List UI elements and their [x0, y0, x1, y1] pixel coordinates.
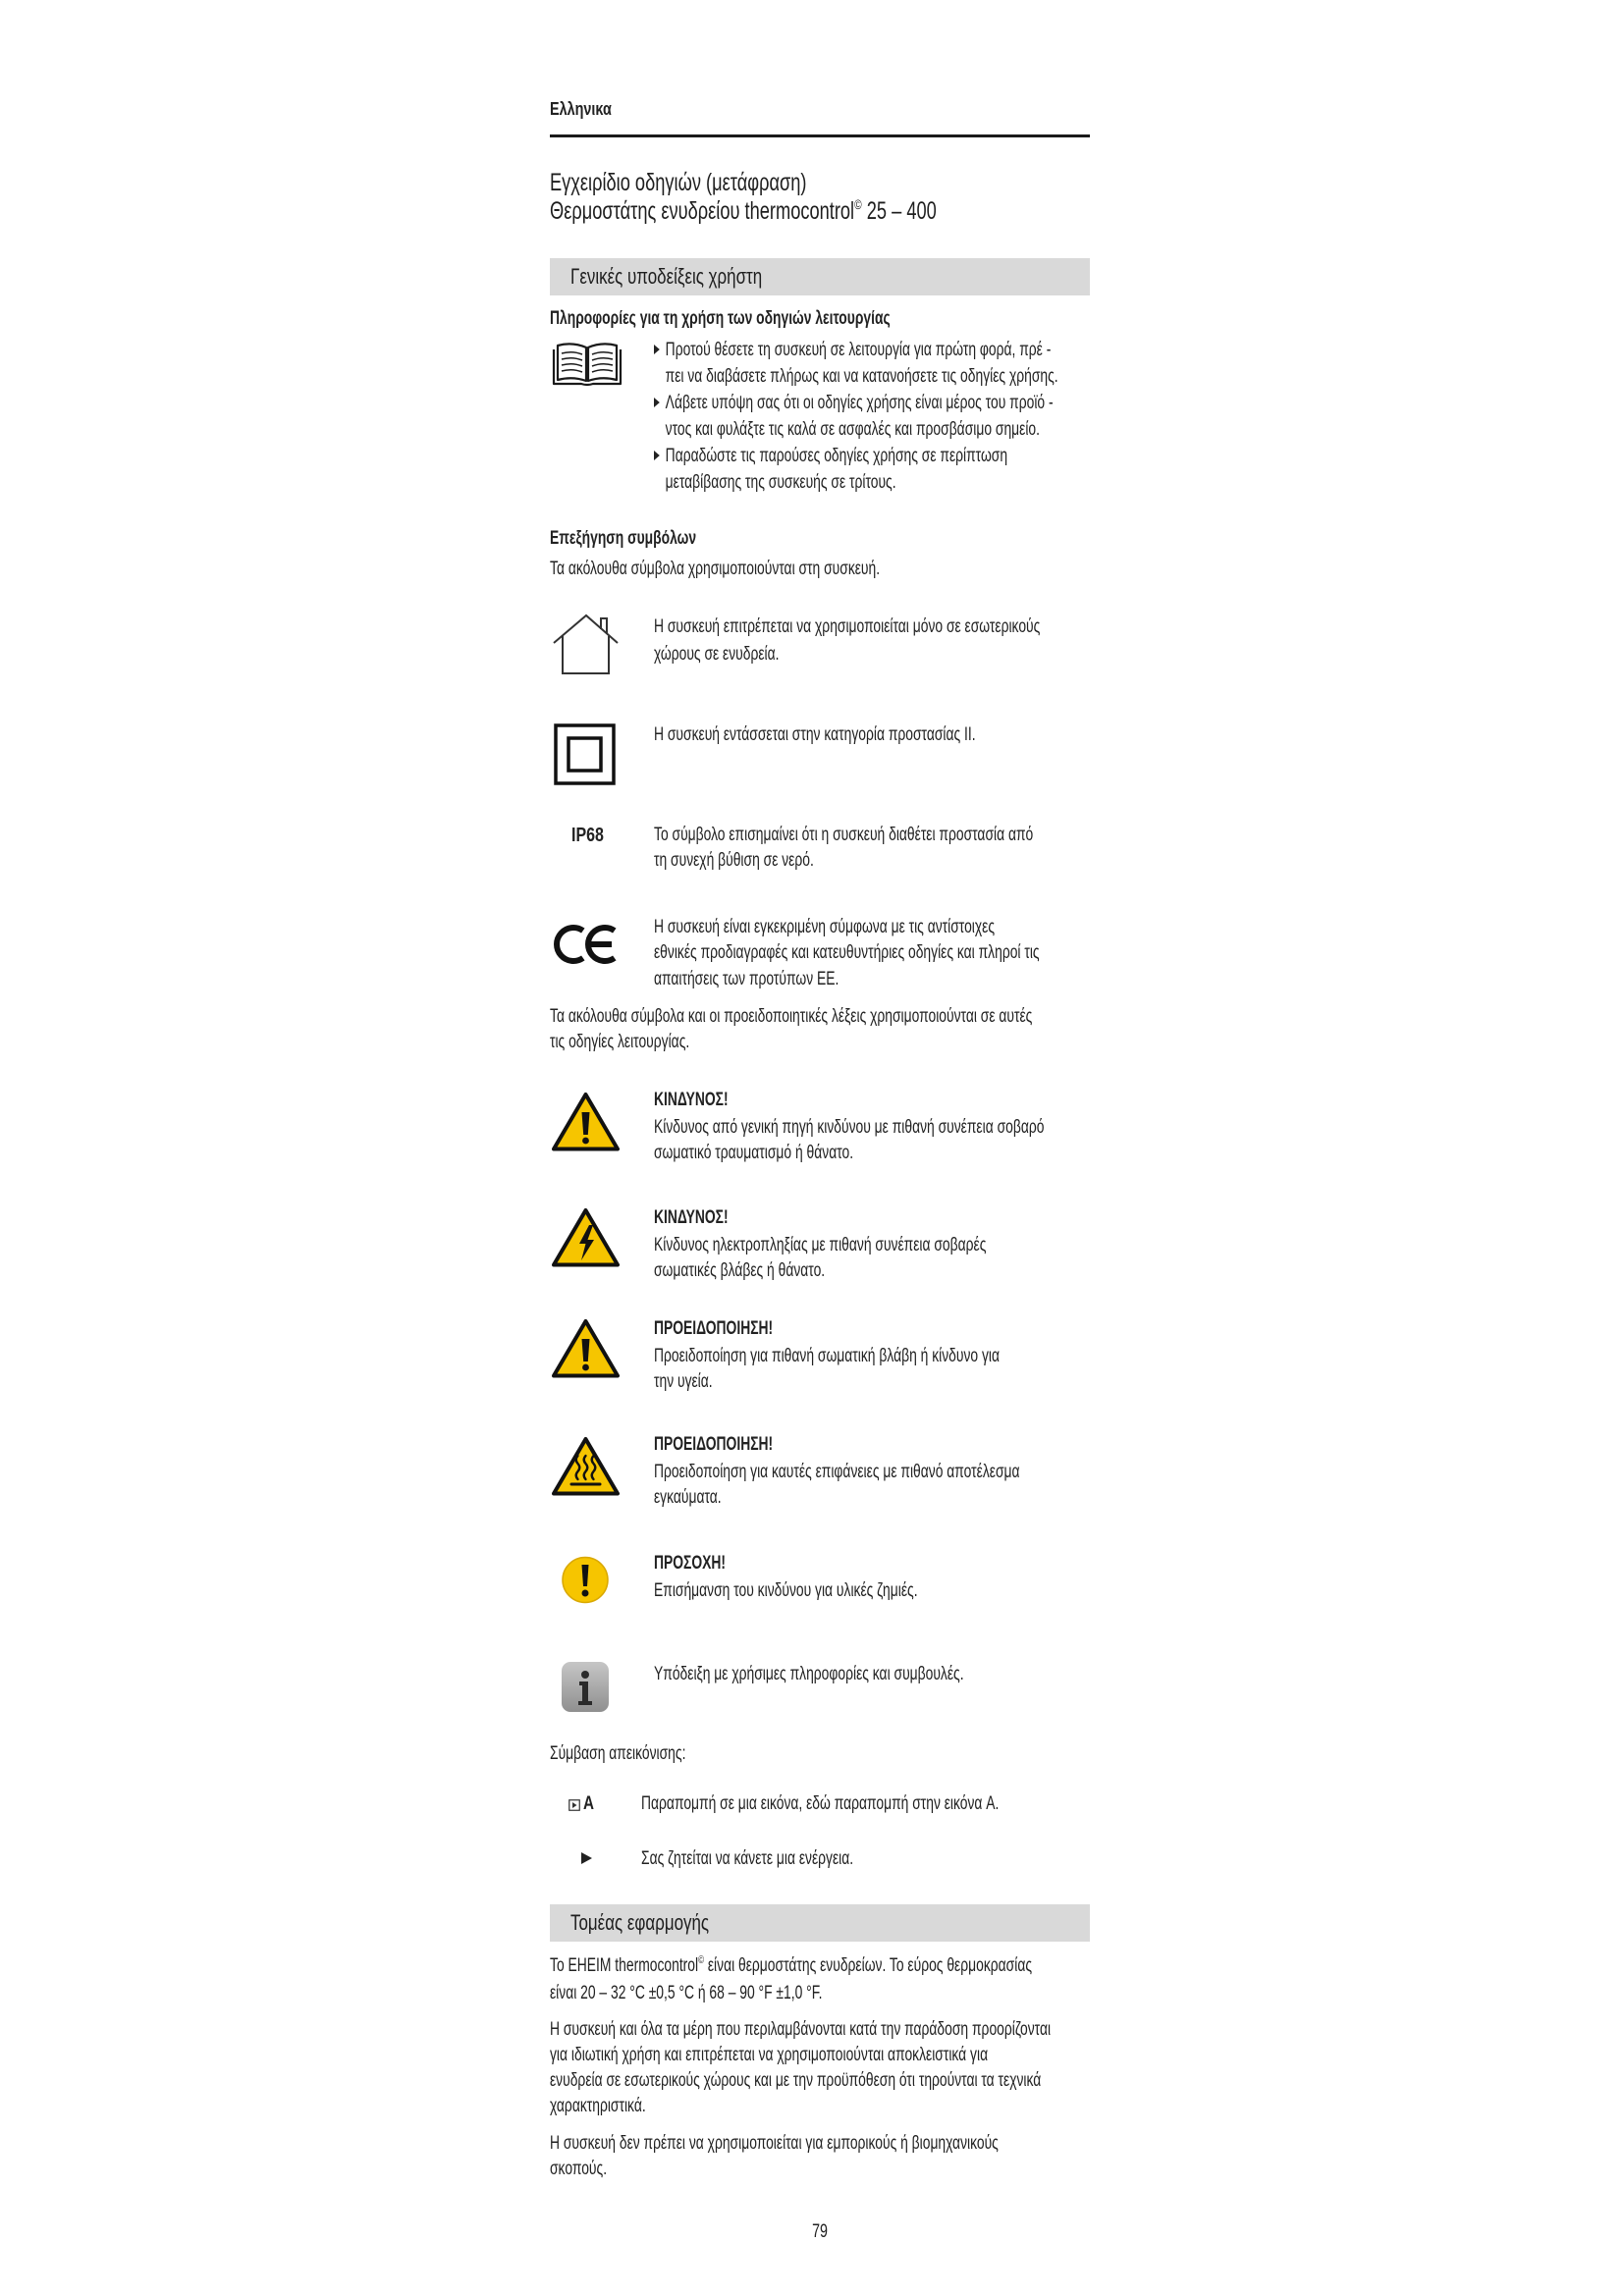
action-arrow-icon	[581, 1852, 592, 1864]
copyright-mark: ©	[854, 195, 862, 212]
section-heading-application: Τομέας εφαρμογής	[570, 1910, 710, 1935]
description-line: Η συσκευή επιτρέπεται να χρησιμοποιείται μόνο σε εσωτερικούς	[654, 616, 1041, 637]
bullet-arrow-icon	[654, 398, 660, 407]
bullet-arrow-icon	[654, 345, 660, 354]
warning-line: Κίνδυνος ηλεκτροπληξίας με πιθανή συνέπεια σοβαρές	[654, 1235, 987, 1255]
ip68-label: IP68	[571, 825, 604, 846]
section-heading-general: Γενικές υποδείξεις χρήστη	[570, 264, 763, 289]
warning-line: σωματικό τραυματισμό ή θάνατο.	[654, 1143, 854, 1163]
info-line: Υπόδειξη με χρήσιμες πληροφορίες και συμβουλές.	[654, 1663, 964, 1684]
warning-text	[654, 1549, 918, 1604]
paragraph-line: ενυδρεία σε εσωτερικούς χώρους και με την προϋπόθεση ότι τηρούνται τα τεχνικά	[550, 2070, 1042, 2091]
description-line: Το σύμβολο επισημαίνει ότι η συσκευή διαθέτει προστασία από	[654, 825, 1034, 845]
title-line-2	[550, 197, 937, 229]
info-icon	[561, 1661, 610, 1713]
hot-surface-warning-icon	[551, 1436, 621, 1497]
paragraph-line: είναι 20 – 32 °C ±0,5 °C ή 68 – 90 °F ±1,0 °F.	[550, 1983, 823, 2003]
signal-word: ΚΙΝΔΥΝΟΣ!	[654, 1090, 729, 1110]
signal-word: ΚΙΝΔΥΝΟΣ!	[654, 1207, 729, 1228]
paragraph-line: χαρακτηριστικά.	[550, 2096, 646, 2116]
copyright-mark: ©	[698, 1954, 705, 1966]
instructions-bullet-list	[654, 337, 1058, 496]
bullet-line: Λάβετε υπόψη σας ότι οι οδηγίες χρήσης είναι μέρος του προϊό -	[665, 393, 1054, 413]
bullet-line: πει να διαβάσετε πλήρως και να κατανοήσετε τις οδηγίες χρήσης.	[665, 366, 1058, 387]
warning-text	[654, 1203, 986, 1284]
general-danger-icon	[551, 1092, 621, 1152]
warning-line: εγκαύματα.	[654, 1487, 722, 1509]
convention-text: Παραπομπή σε μια εικόνα, εδώ παραπομπή στην εικόνα A.	[641, 1793, 1000, 1814]
signal-word: ΠΡΟΣΟΧΗ!	[654, 1552, 727, 1574]
caution-icon	[561, 1555, 610, 1605]
warning-text	[654, 1314, 1000, 1395]
bullet-item	[654, 390, 1058, 443]
bullet-arrow-icon	[654, 451, 660, 460]
convention-text: Σας ζητείται να κάνετε μια ενέργεια.	[641, 1847, 854, 1869]
application-paragraph	[550, 2131, 999, 2181]
bullet-line: Παραδώστε τις παρούσες οδηγίες χρήσης σε περίπτωση	[665, 446, 1008, 466]
paragraph-text: Το EHEIM thermocontrol	[550, 1955, 699, 1976]
protection-class-ii-icon	[554, 723, 616, 785]
info-text	[654, 1662, 964, 1687]
intro-line: τις οδηγίες λειτουργίας.	[550, 1032, 690, 1052]
paragraph-line	[550, 1953, 1032, 1981]
warning-line: σωματικές βλάβες ή θάνατο.	[654, 1260, 826, 1281]
title-line-2-text: Θερμοστάτης ενυδρείου thermocontrol	[550, 196, 855, 225]
signal-word: ΠΡΟΕΙΔΟΠΟΙΗΣΗ!	[654, 1434, 774, 1456]
paragraph-line: Η συσκευή δεν πρέπει να χρησιμοποιείται για εμπορικούς ή βιομηχανικούς	[550, 2133, 999, 2154]
paragraph-line: για ιδιωτική χρήση και επιτρέπεται να χρησιμοποιούνται αποκλειστικά για	[550, 2045, 989, 2065]
warnings-intro	[550, 1004, 1032, 1055]
description-line: τη συνεχή βύθιση σε νερό.	[654, 850, 814, 871]
instructions-heading: Πληροφορίες για τη χρήση των οδηγιών λειτουργίας	[550, 308, 891, 329]
symbol-description	[654, 722, 976, 748]
page-number: 79	[812, 2221, 828, 2242]
bullet-line: Προτού θέσετε τη συσκευή σε λειτουργία για πρώτη φορά, πρέ -	[665, 340, 1052, 360]
description-line: Η συσκευή είναι εγκεκριμένη σύμφωνα με τις αντίστοιχες	[654, 916, 996, 937]
application-paragraph	[550, 1953, 1032, 2006]
warning-line: Προειδοποίηση για πιθανή σωματική βλάβη ή κίνδυνο για	[654, 1345, 1001, 1366]
warning-text	[654, 1086, 1044, 1166]
signal-word: ΠΡΟΕΙΔΟΠΟΙΗΣΗ!	[654, 1317, 774, 1339]
title-line-2-range: 25 – 400	[861, 196, 937, 225]
warning-line: Κίνδυνος από γενική πηγή κινδύνου με πιθανή συνέπεια σοβαρό	[654, 1117, 1045, 1138]
book-icon	[551, 341, 623, 387]
electric-shock-danger-icon	[551, 1207, 621, 1268]
document-title	[550, 169, 937, 228]
ce-mark-icon	[551, 920, 621, 969]
warning-line: Προειδοποίηση για καυτές επιφάνειες με πιθανό αποτέλεσμα	[654, 1462, 1020, 1483]
description-line: Η συσκευή εντάσσεται στην κατηγορία προστασίας II.	[654, 724, 976, 745]
warning-line: Επισήμανση του κινδύνου για υλικές ζημιές.	[654, 1579, 918, 1601]
figure-marker: A	[583, 1793, 594, 1814]
bullet-item	[654, 443, 1058, 496]
intro-line: Τα ακόλουθα σύμβολα και οι προειδοποιητικές λέξεις χρησιμοποιούνται σε αυτές	[550, 1006, 1033, 1027]
symbol-description	[654, 823, 1033, 874]
bullet-line: μεταβίβασης της συσκευής σε τρίτους.	[665, 472, 896, 493]
language-label: Ελληνικα	[550, 99, 612, 119]
description-line: εθνικές προδιαγραφές και κατευθυντήριες οδηγίες και πληροί τις	[654, 942, 1040, 963]
general-warning-icon	[551, 1318, 621, 1379]
header-rule	[550, 134, 1090, 137]
description-line: χώρους σε ενυδρεία.	[654, 644, 780, 665]
section-band-application	[550, 1904, 1090, 1942]
section-band-general	[550, 258, 1090, 295]
warning-text	[654, 1430, 1020, 1511]
warning-line: την υγεία.	[654, 1370, 713, 1392]
title-line-1: Εγχειρίδιο οδηγιών (μετάφραση)	[550, 169, 807, 196]
figure-reference-icon	[568, 1798, 580, 1810]
paragraph-text: είναι θερμοστάτης ενυδρείων. Το εύρος θερμοκρασίας	[704, 1955, 1033, 1976]
bullet-item	[654, 337, 1058, 390]
application-paragraph	[550, 2017, 1051, 2119]
conventions-heading: Σύμβαση απεικόνισης:	[550, 1743, 686, 1764]
symbol-description	[654, 915, 1040, 993]
paragraph-line: Η συσκευή και όλα τα μέρη που περιλαμβάνονται κατά την παράδοση προορίζονται	[550, 2019, 1052, 2040]
symbol-description	[654, 614, 1040, 668]
description-line: απαιτήσεις των προτύπων ΕΕ.	[654, 968, 839, 989]
symbols-heading: Επεξήγηση συμβόλων	[550, 528, 697, 549]
bullet-line: ντος και φυλάξτε τις καλά σε ασφαλές και προσβάσιμο σημείο.	[665, 419, 1040, 440]
paragraph-line: σκοπούς.	[550, 2158, 608, 2179]
indoor-use-house-icon	[551, 613, 621, 676]
symbols-intro: Τα ακόλουθα σύμβολα χρησιμοποιούνται στη συσκευή.	[550, 559, 881, 579]
